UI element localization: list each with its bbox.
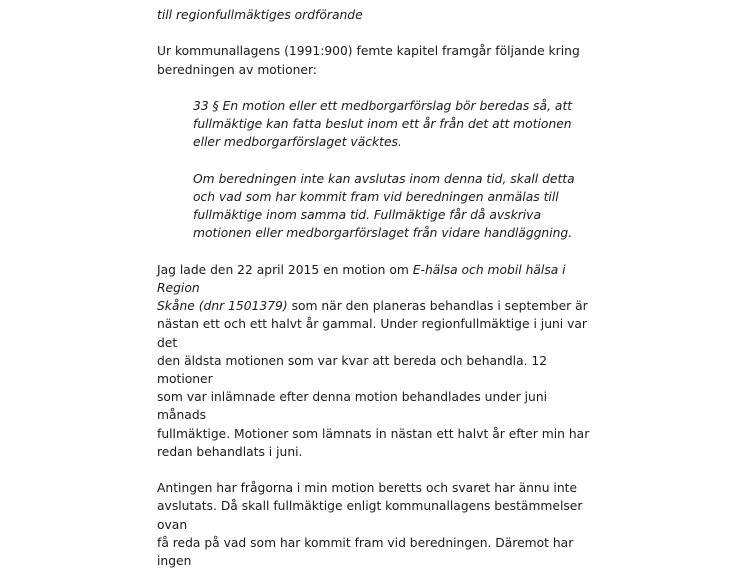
- intro-line: beredningen av motioner:: [157, 62, 317, 77]
- addressee-line: till regionfullmäktiges ordförande: [157, 8, 363, 22]
- motion-paragraph: [157, 261, 597, 461]
- quote-line: 33 § En motion eller ett medborgarförslag bör beredas så, att: [193, 98, 573, 113]
- quote-line: och vad som har kommit fram vid beredningen anmälas till: [193, 189, 559, 204]
- paragraph-line: som var inlämnade efter denna motion behandlades under juni månads: [157, 390, 548, 423]
- law-quote-continuation: [193, 170, 593, 243]
- paragraph-line: Jag lade den 22 april 2015 en motion om E-hälsa och mobil hälsa i Region: [157, 262, 566, 295]
- quote-line: fullmäktige kan fatta beslut inom ett år från det att motionen: [193, 117, 572, 132]
- paragraph-line: redan behandlats i juni.: [157, 444, 303, 459]
- intro-line: Ur kommunallagens (1991:900) femte kapitel framgår följande kring: [157, 44, 580, 59]
- paragraph-line: Antingen har frågorna i min motion beretts och svaret har ännu inte: [157, 481, 578, 496]
- quote-line: motionen eller medborgarförslaget från vidare handläggning.: [193, 226, 573, 241]
- quote-line: Om beredningen inte kan avslutas inom denna tid, skall detta: [193, 171, 575, 186]
- paragraph-line: Skåne (dnr 1501379) som när den planeras behandlas i september är: [157, 299, 588, 314]
- paragraph-line: nästan ett och ett halvt år gammal. Under regionfullmäktige i juni var det: [157, 317, 587, 350]
- intro-paragraph: [157, 42, 597, 78]
- conclusion-paragraph: [157, 479, 597, 570]
- quote-line: eller medborgarförslaget väcktes.: [193, 135, 402, 150]
- motion-title-cont: Skåne (dnr 1501379): [157, 299, 288, 314]
- law-quote-section-33: [193, 97, 593, 152]
- paragraph-line: få reda på vad som har kommit fram vid beredningen. Däremot har ingen: [157, 535, 574, 569]
- paragraph-line: den äldsta motionen som var kvar att bereda och behandla. 12 motioner: [157, 353, 548, 386]
- motion-title: E-hälsa och mobil hälsa i Region: [157, 262, 566, 295]
- paragraph-line: fullmäktige. Motioner som lämnats in nästan ett halvt år efter min har: [157, 426, 590, 441]
- quote-line: fullmäktige inom samma tid. Fullmäktige får då avskriva: [193, 208, 541, 223]
- document-page: [157, 6, 597, 570]
- paragraph-line: avslutats. Då skall fullmäktige enligt kommunallagens bestämmelser ovan: [157, 499, 583, 532]
